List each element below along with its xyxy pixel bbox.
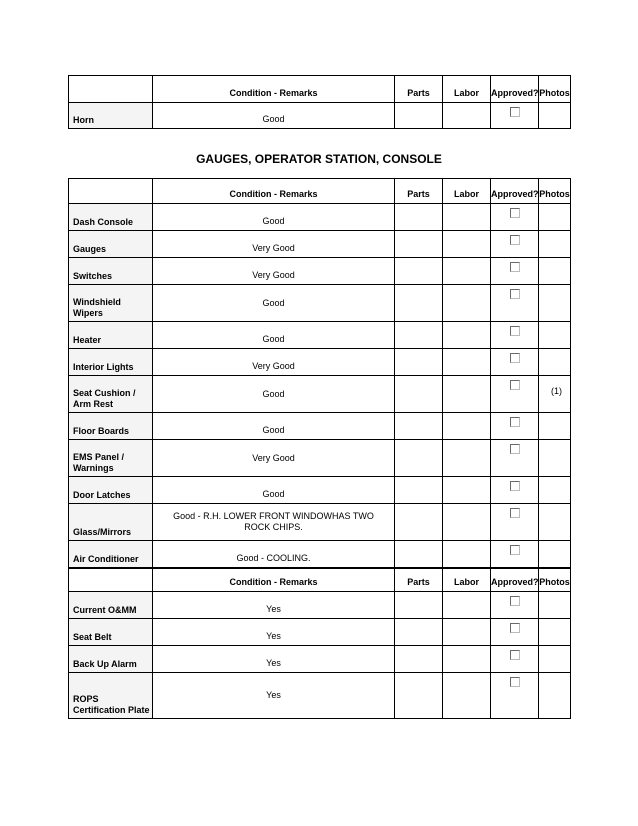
- header-parts: Parts: [395, 568, 443, 592]
- table-row: [69, 440, 571, 477]
- approved-cell: [491, 413, 539, 440]
- approved-checkbox[interactable]: [510, 235, 520, 245]
- parts-cell: [395, 322, 443, 349]
- parts-cell: [395, 349, 443, 376]
- parts-cell: [395, 646, 443, 673]
- approved-checkbox[interactable]: [510, 380, 520, 390]
- labor-cell: [443, 103, 491, 129]
- approved-cell: [491, 285, 539, 322]
- header-labor: Labor: [443, 568, 491, 592]
- remarks-cell: Good - COOLING.: [153, 541, 395, 568]
- labor-cell: [443, 349, 491, 376]
- remarks-cell: Good: [153, 204, 395, 231]
- inspection-table-1: [68, 75, 571, 129]
- approved-cell: [491, 103, 539, 129]
- item-label: Back Up Alarm: [69, 646, 153, 673]
- photos-cell: [539, 204, 571, 231]
- table-row: [69, 592, 571, 619]
- item-label: Seat Belt: [69, 619, 153, 646]
- parts-cell: [395, 103, 443, 129]
- parts-cell: [395, 231, 443, 258]
- parts-cell: [395, 204, 443, 231]
- approved-checkbox[interactable]: [510, 326, 520, 336]
- item-label: Switches: [69, 258, 153, 285]
- header-item-blank: [69, 568, 153, 592]
- table-header-row: [69, 568, 571, 592]
- remarks-cell: Good: [153, 477, 395, 504]
- approved-cell: [491, 322, 539, 349]
- header-approved: Approved?: [491, 76, 539, 103]
- labor-cell: [443, 285, 491, 322]
- parts-cell: [395, 258, 443, 285]
- item-label: ROPS Certification Plate: [69, 673, 153, 719]
- header-photos: Photos: [539, 76, 571, 103]
- approved-checkbox[interactable]: [510, 623, 520, 633]
- approved-checkbox[interactable]: [510, 417, 520, 427]
- header-item-blank: [69, 76, 153, 103]
- parts-cell: [395, 541, 443, 568]
- remarks-cell: Very Good: [153, 258, 395, 285]
- photos-cell: [539, 258, 571, 285]
- table-row: [69, 258, 571, 285]
- item-label: Dash Console: [69, 204, 153, 231]
- labor-cell: [443, 322, 491, 349]
- remarks-cell: Very Good: [153, 231, 395, 258]
- header-condition: Condition - Remarks: [153, 568, 395, 592]
- labor-cell: [443, 646, 491, 673]
- photos-cell: [539, 440, 571, 477]
- remarks-cell: Yes: [153, 673, 395, 719]
- approved-cell: [491, 592, 539, 619]
- approved-cell: [491, 477, 539, 504]
- header-approved: Approved?: [491, 568, 539, 592]
- labor-cell: [443, 592, 491, 619]
- item-label: Current O&MM: [69, 592, 153, 619]
- parts-cell: [395, 673, 443, 719]
- labor-cell: [443, 504, 491, 541]
- parts-cell: [395, 285, 443, 322]
- table-row: [69, 231, 571, 258]
- approved-cell: [491, 504, 539, 541]
- approved-checkbox[interactable]: [510, 107, 520, 117]
- item-label: Horn: [69, 103, 153, 129]
- approved-checkbox[interactable]: [510, 508, 520, 518]
- labor-cell: [443, 204, 491, 231]
- labor-cell: [443, 231, 491, 258]
- labor-cell: [443, 376, 491, 413]
- table-row: [69, 204, 571, 231]
- table-row: [69, 349, 571, 376]
- remarks-cell: Yes: [153, 646, 395, 673]
- photos-cell: [539, 619, 571, 646]
- photos-cell: (1): [539, 376, 571, 413]
- approved-checkbox[interactable]: [510, 208, 520, 218]
- photos-cell: [539, 322, 571, 349]
- item-label: Windshield Wipers: [69, 285, 153, 322]
- approved-checkbox[interactable]: [510, 596, 520, 606]
- item-label: Interior Lights: [69, 349, 153, 376]
- approved-cell: [491, 258, 539, 285]
- photos-cell: [539, 673, 571, 719]
- approved-checkbox[interactable]: [510, 444, 520, 454]
- approved-checkbox[interactable]: [510, 289, 520, 299]
- item-label: EMS Panel / Warnings: [69, 440, 153, 477]
- remarks-cell: Yes: [153, 619, 395, 646]
- parts-cell: [395, 376, 443, 413]
- table-row: [69, 541, 571, 568]
- item-label: Gauges: [69, 231, 153, 258]
- labor-cell: [443, 477, 491, 504]
- photos-cell: [539, 349, 571, 376]
- approved-cell: [491, 673, 539, 719]
- header-approved: Approved?: [491, 179, 539, 204]
- table-row: [69, 646, 571, 673]
- item-label: Glass/Mirrors: [69, 504, 153, 541]
- parts-cell: [395, 440, 443, 477]
- table-row: [69, 322, 571, 349]
- item-label: Air Conditioner: [69, 541, 153, 568]
- section-title: GAUGES, OPERATOR STATION, CONSOLE: [196, 152, 442, 166]
- photos-cell: [539, 103, 571, 129]
- table-row: [69, 477, 571, 504]
- approved-cell: [491, 231, 539, 258]
- item-label: Door Latches: [69, 477, 153, 504]
- labor-cell: [443, 619, 491, 646]
- photos-cell: [539, 541, 571, 568]
- photos-cell: [539, 592, 571, 619]
- approved-cell: [491, 204, 539, 231]
- header-labor: Labor: [443, 179, 491, 204]
- remarks-cell: Very Good: [153, 440, 395, 477]
- table-header-row: [69, 179, 571, 204]
- header-condition: Condition - Remarks: [153, 179, 395, 204]
- remarks-cell: Good: [153, 322, 395, 349]
- table-row: [69, 619, 571, 646]
- table-row: [69, 376, 571, 413]
- approved-cell: [491, 440, 539, 477]
- labor-cell: [443, 258, 491, 285]
- header-parts: Parts: [395, 179, 443, 204]
- labor-cell: [443, 413, 491, 440]
- item-label: Floor Boards: [69, 413, 153, 440]
- table-header-row: [69, 76, 571, 103]
- photos-cell: [539, 413, 571, 440]
- approved-checkbox[interactable]: [510, 650, 520, 660]
- approved-cell: [491, 646, 539, 673]
- remarks-cell: Good: [153, 376, 395, 413]
- photos-cell: [539, 285, 571, 322]
- labor-cell: [443, 541, 491, 568]
- item-label: Seat Cushion / Arm Rest: [69, 376, 153, 413]
- remarks-cell: Good: [153, 285, 395, 322]
- table-row: [69, 673, 571, 719]
- approved-checkbox[interactable]: [510, 545, 520, 555]
- header-condition: Condition - Remarks: [153, 76, 395, 103]
- approved-cell: [491, 619, 539, 646]
- parts-cell: [395, 619, 443, 646]
- remarks-cell: Very Good: [153, 349, 395, 376]
- approved-cell: [491, 541, 539, 568]
- approved-checkbox[interactable]: [510, 481, 520, 491]
- approved-checkbox[interactable]: [510, 353, 520, 363]
- approved-checkbox[interactable]: [510, 677, 520, 687]
- remarks-cell: Good - R.H. LOWER FRONT WINDOWHAS TWO ROCK CHIPS.: [153, 504, 395, 541]
- approved-cell: [491, 349, 539, 376]
- remarks-cell: Good: [153, 413, 395, 440]
- table-row: [69, 103, 571, 129]
- parts-cell: [395, 504, 443, 541]
- header-labor: Labor: [443, 76, 491, 103]
- header-parts: Parts: [395, 76, 443, 103]
- table-row: [69, 285, 571, 322]
- photos-cell: [539, 477, 571, 504]
- table-row: [69, 504, 571, 541]
- parts-cell: [395, 477, 443, 504]
- remarks-cell: Yes: [153, 592, 395, 619]
- labor-cell: [443, 440, 491, 477]
- table-row: [69, 413, 571, 440]
- remarks-cell: Good: [153, 103, 395, 129]
- photos-cell: [539, 646, 571, 673]
- parts-cell: [395, 592, 443, 619]
- approved-checkbox[interactable]: [510, 262, 520, 272]
- header-item-blank: [69, 179, 153, 204]
- photos-cell: [539, 231, 571, 258]
- inspection-table-2: [68, 178, 571, 719]
- parts-cell: [395, 413, 443, 440]
- header-photos: Photos: [539, 179, 571, 204]
- header-photos: Photos: [539, 568, 571, 592]
- labor-cell: [443, 673, 491, 719]
- approved-cell: [491, 376, 539, 413]
- item-label: Heater: [69, 322, 153, 349]
- photos-cell: [539, 504, 571, 541]
